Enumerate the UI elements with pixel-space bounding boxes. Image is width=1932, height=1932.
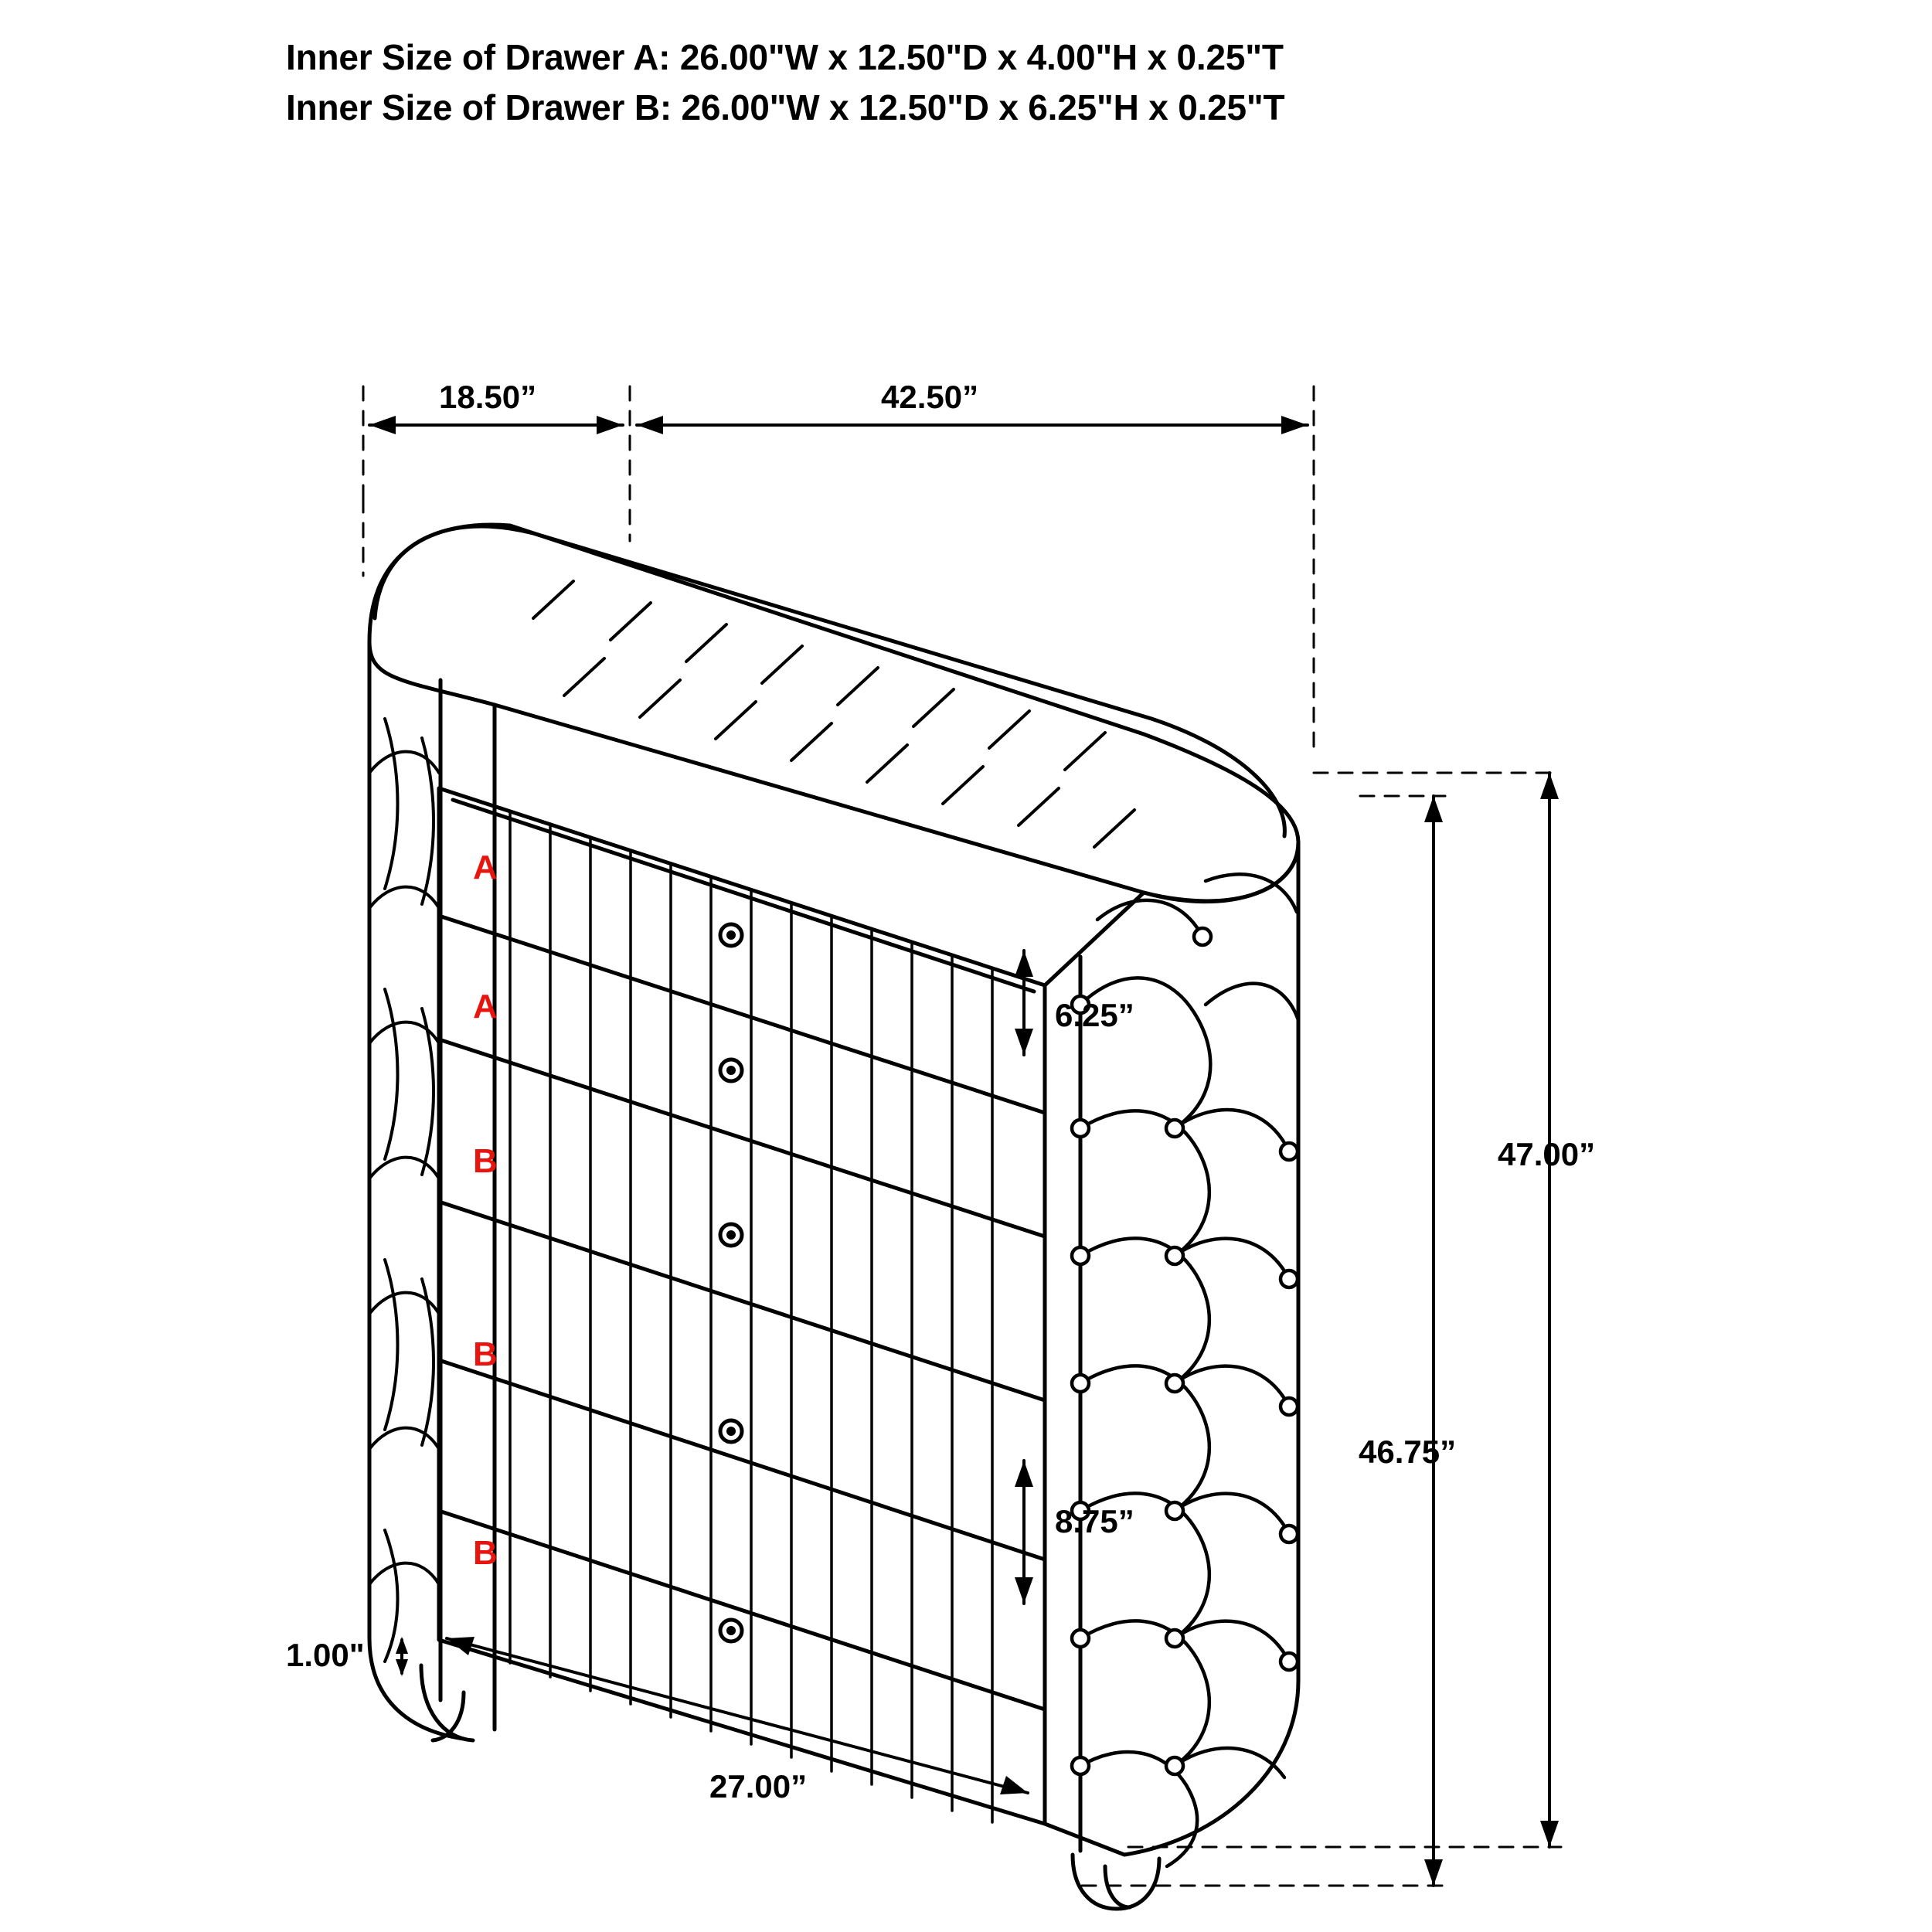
drawer-label-5: B [473,1534,498,1572]
drawer-label-1: A [473,849,498,886]
label-27-00: 27.00” [709,1768,808,1804]
chest-right-side [1045,842,1298,1855]
label-1-00: 1.00" [286,1637,365,1673]
drawer-knobs [720,924,742,1641]
dim-47-00 [1540,773,1559,1847]
dim-8-75 [1015,1461,1033,1604]
label-42-50: 42.50” [881,379,979,415]
note-drawer-a: Inner Size of Drawer A: 26.00"W x 12.50"D x 4.00"H x 0.25"T [286,37,1284,77]
drawer-label-2: A [473,988,498,1026]
label-18-50: 18.50” [439,379,537,415]
label-46-75: 46.75” [1359,1434,1457,1470]
label-6-25: 6.25” [1055,997,1134,1033]
dim-1-00 [396,1637,408,1676]
dim-18-50 [369,416,623,434]
drawer-dividers [439,916,1045,1709]
dim-6-25 [1015,951,1033,1055]
left-side-tufting [369,719,439,1662]
drawer-label-4: B [473,1335,498,1373]
dim-46-75 [1424,796,1443,1886]
note-drawer-b: Inner Size of Drawer B: 26.00"W x 12.50"D x 6.25"H x 0.25"T [286,87,1285,128]
top-surface-hatching [533,581,1134,847]
label-8-75: 8.75” [1055,1503,1134,1539]
drawer-label-3: B [473,1142,498,1180]
label-47-00: 47.00” [1498,1136,1596,1172]
dim-42-50 [637,416,1308,434]
